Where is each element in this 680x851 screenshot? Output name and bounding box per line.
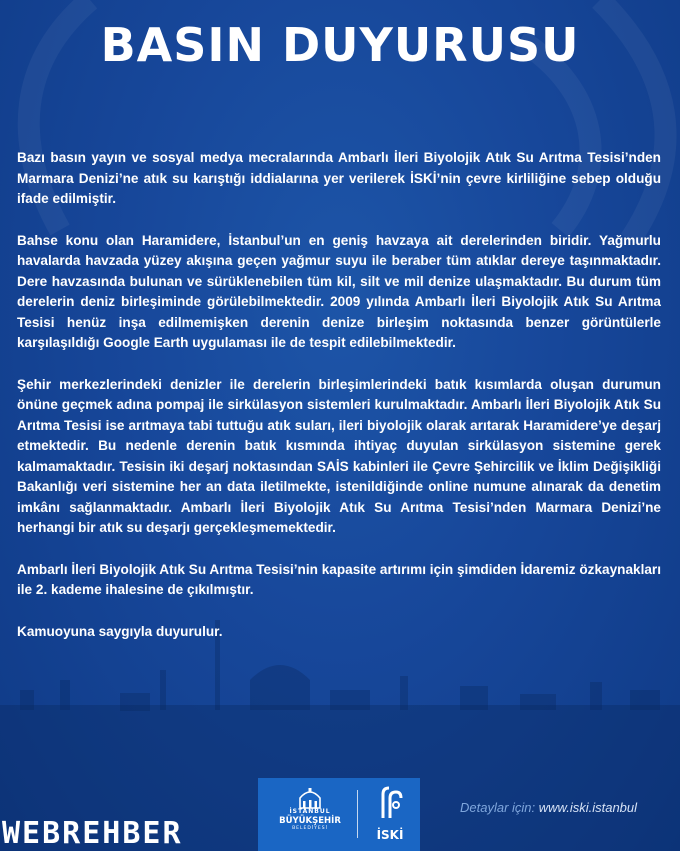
ibb-logo xyxy=(266,784,354,831)
ibb-logo-line2: BÜYÜKŞEHİR xyxy=(279,816,341,826)
announcement-body xyxy=(17,148,661,663)
paragraph: Kamuoyuna saygıyla duyurulur. xyxy=(17,623,223,639)
details-info xyxy=(460,800,637,815)
footer-divider xyxy=(357,790,358,838)
paragraph: Bahse konu olan Haramidere, İstanbul’un en geniş havzaya ait derelerinden biridir. Yağmurlu havalarda havzada yüzey akışına geçen yağmur suyu ile beraber tüm atıklar dereye taşınmaktadır. Dere havzasında bulunan ve sürüklenebilen tüm kil, silt ve mil denize ulaşmaktadır. Bu durum tüm derelerin deniz birleşiminde görülebilmektedir. 2009 yılında Ambarlı İleri Biyolojik Atık Su Arıtma Tesisi henüz inşa edilmemişken derenin denize birleşim noktasında benzer görüntülerle karşılaşıldığı Google Earth uygulaması ile de tespit edilebilmektedir. xyxy=(17,232,661,350)
paragraph: Ambarlı İleri Biyolojik Atık Su Arıtma Tesisi’nin kapasite artırımı için şimdiden İdaremiz özkaynakları ile 2. kademe ihalesine de çıkılmıştır. xyxy=(17,561,661,597)
page-title: BASIN DUYURUSU xyxy=(100,18,580,72)
iski-logo-icon xyxy=(375,784,405,822)
ibb-logo-icon xyxy=(297,786,323,810)
iski-logo xyxy=(368,784,412,842)
paragraph: Bazı basın yayın ve sosyal medya mecralarında Ambarlı İleri Biyolojik Atık Su Arıtma Tesisi’nden Marmara Denizi’ne atık su karıştığı iddialarına yer verilerek İSKİ’nin çevre kirliliğine sebep olduğu ifade edilmiştir. xyxy=(17,150,661,206)
ibb-logo-line1: İSTANBUL xyxy=(289,808,331,815)
footer-logos xyxy=(258,778,420,851)
ibb-logo-line3: BELEDİYESİ xyxy=(292,826,328,831)
watermark: WEBREHBER xyxy=(2,816,183,851)
details-label: Detaylar için: xyxy=(460,800,536,815)
details-url[interactable]: www.iski.istanbul xyxy=(538,800,638,815)
paragraph: Şehir merkezlerindeki denizler ile derelerin birleşimlerindeki batık kısımlarda oluşan durumun önüne geçmek adına pompaj ile sirkülasyon sistemleri kurulmaktadır. Ambarlı İleri Biyolojik Atık Su Arıtma Tesisi ise arıtmaya tabi tuttuğu atık suları, ileri biyolojik olarak arıtarak Haramidere’ye deşarj etmektedir. Bu nedenle derenin batık kısmında ihtiyaç duyulan sirkülasyon sistemine gerek kalmamaktadır. Tesisin iki deşarj noktasından SAİS kabinleri ile Çevre Şehircilik ve İklim Değişikliği Bakanlığı veri sistemine her an data iletilmekte, istenildiğinde online numune alınarak da denetim imkânı sağlanmaktadır. Ambarlı İleri Biyolojik Atık Su Arıtma Tesisi’nden Marmara Denizi’ne herhangi bir atık su deşarjı gerçekleşmemektedir. xyxy=(17,376,661,535)
iski-logo-label: İSKİ xyxy=(376,828,404,842)
